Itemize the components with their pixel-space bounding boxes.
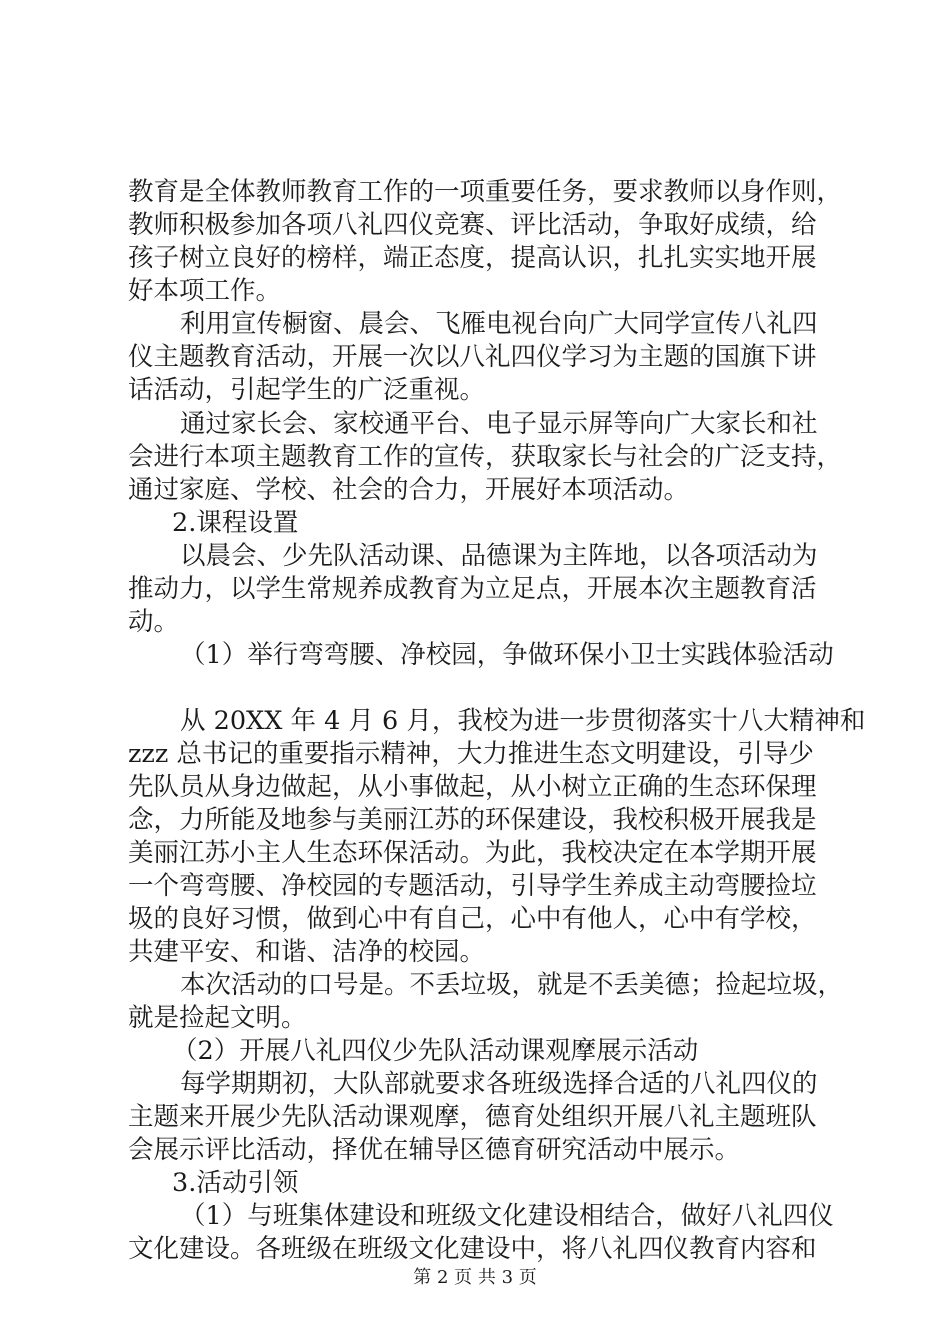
text-line: 推动力，以学生常规养成教育为立足点，开展本次主题教育活 bbox=[128, 574, 817, 604]
text-line: 每学期期初，大队部就要求各班级选择合适的八礼四仪的 bbox=[180, 1069, 818, 1099]
text-line: 本次活动的口号是。不丢垃圾，就是不丢美德；捡起垃圾， bbox=[180, 970, 844, 1000]
text-line: 好本项工作。 bbox=[128, 276, 282, 306]
text-line: 共建平安、和谐、洁净的校园。 bbox=[128, 937, 486, 967]
text-line: 念，力所能及地参与美丽江苏的环保建设，我校积极开展我是 bbox=[128, 805, 817, 835]
text-line: 利用宣传橱窗、晨会、飞雁电视台向广大同学宣传八礼四 bbox=[180, 309, 818, 339]
text-line: 通过家庭、学校、社会的合力，开展好本项活动。 bbox=[128, 475, 690, 505]
text-line: 仪主题教育活动，开展一次以八礼四仪学习为主题的国旗下讲 bbox=[128, 342, 817, 372]
text-line: zzz 总书记的重要指示精神，大力推进生态文明建设，引导少 bbox=[128, 739, 814, 769]
section-heading: 2.课程设置 bbox=[172, 508, 299, 538]
text-line: 教师积极参加各项八礼四仪竞赛、评比活动，争取好成绩，给 bbox=[128, 210, 817, 240]
text-line: 话活动，引起学生的广泛重视。 bbox=[128, 375, 486, 405]
text-line: 动。 bbox=[128, 607, 180, 637]
text-line: 通过家长会、家校通平台、电子显示屏等向广大家长和社 bbox=[180, 409, 818, 439]
text-line: 先队员从身边做起，从小事做起，从小树立正确的生态环保理 bbox=[128, 772, 817, 802]
subsection-heading: （1）举行弯弯腰、净校园，争做环保小卫士实践体验活动 bbox=[180, 640, 834, 670]
text-line: 以晨会、少先队活动课、品德课为主阵地，以各项活动为 bbox=[180, 541, 818, 571]
text-line: （1）与班集体建设和班级文化建设相结合，做好八礼四仪 bbox=[180, 1201, 834, 1231]
text-line: 圾的良好习惯，做到心中有自己，心中有他人，心中有学校， bbox=[128, 904, 817, 934]
text-line: 教育是全体教师教育工作的一项重要任务，要求教师以身作则， bbox=[128, 177, 843, 207]
text-line: 一个弯弯腰、净校园的专题活动，引导学生养成主动弯腰捡垃 bbox=[128, 871, 817, 901]
text-line: 就是捡起文明。 bbox=[128, 1003, 307, 1033]
text-line: 主题来开展少先队活动课观摩，德育处组织开展八礼主题班队 bbox=[128, 1102, 817, 1132]
subsection-heading: （2）开展八礼四仪少先队活动课观摩展示活动 bbox=[172, 1036, 699, 1066]
text-line: 会进行本项主题教育工作的宣传，获取家长与社会的广泛支持， bbox=[128, 442, 843, 472]
text-line: 会展示评比活动，择优在辅导区德育研究活动中展示。 bbox=[128, 1135, 741, 1165]
text-line: 从 20XX 年 4 月 6 月，我校为进一步贯彻落实十八大精神和 bbox=[180, 706, 866, 736]
text-line: 美丽江苏小主人生态环保活动。为此，我校决定在本学期开展 bbox=[128, 838, 817, 868]
text-line: 孩子树立良好的榜样，端正态度，提高认识，扎扎实实地开展 bbox=[128, 243, 817, 273]
text-line: 文化建设。各班级在班级文化建设中，将八礼四仪教育内容和 bbox=[128, 1234, 817, 1264]
section-heading: 3.活动引领 bbox=[172, 1168, 299, 1198]
page-number-footer: 第 2 页 共 3 页 bbox=[413, 1267, 537, 1288]
